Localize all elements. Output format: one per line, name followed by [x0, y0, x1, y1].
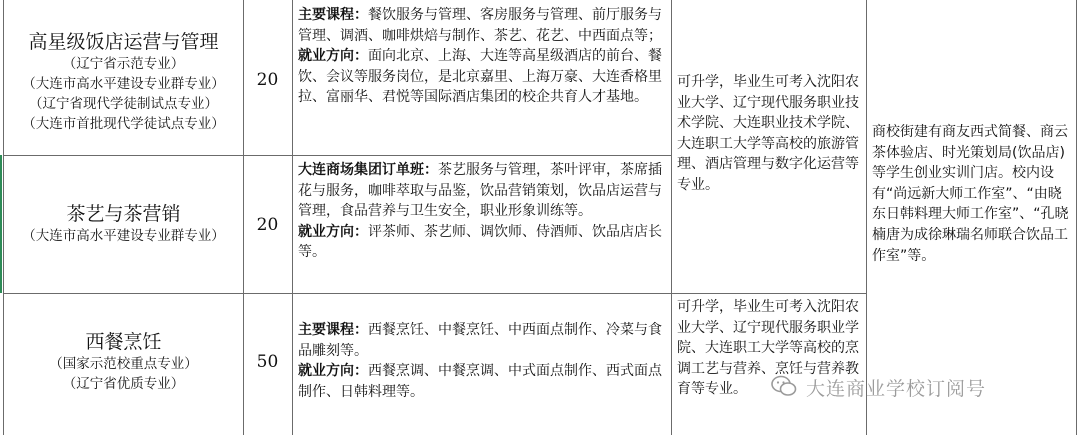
- enrollment-count: 50: [256, 352, 279, 372]
- major-note: （大连市高水平建设专业群专业）: [22, 228, 225, 244]
- major-note: （大连市首批现代学徒试点专业）: [22, 116, 225, 132]
- major-cell-western: [4, 330, 243, 394]
- desc-label: 大连商场集团订单班：: [298, 162, 438, 178]
- major-cell-tea: [4, 202, 243, 246]
- wechat-icon: [770, 374, 798, 398]
- major-note: （辽宁省现代学徒制试点专业）: [29, 96, 218, 112]
- desc-text: 西餐烹饪、中餐烹饪、中西面点制作、冷菜与食品雕刻等。: [298, 322, 662, 359]
- further-study-top: 可升学，毕业生可考入沈阳农业大学、辽宁现代服务职业技术学院、大连职业技术学院、大连职工大学等高校的旅游管理、酒店管理与数字化运营等专业。: [677, 74, 859, 193]
- major-name: 高星级饭店运营与管理: [28, 31, 219, 53]
- watermark-text: 大连商业学校订阅号: [806, 378, 987, 400]
- major-note: （辽宁省优质专业）: [62, 376, 185, 392]
- desc-label: 就业方向：: [298, 363, 368, 380]
- major-name: 茶艺与茶营销: [66, 203, 181, 225]
- desc-label: 就业方向：: [298, 48, 368, 65]
- row-highlight-bar: [0, 155, 2, 293]
- desc-text: 餐饮服务与管理、客房服务与管理、前厅服务与管理、调酒、咖啡烘焙与制作、茶艺、花艺、中西面点等；: [298, 7, 662, 44]
- major-note: （国家示范校重点专业）: [49, 356, 198, 372]
- major-note: （辽宁省示范专业）: [62, 56, 185, 72]
- desc-label: 就业方向：: [298, 223, 368, 240]
- desc-text: 面向北京、上海、大连等高星级酒店的前台、餐饮、会议等服务岗位，是北京嘉里、上海万豪、大连香格里拉、富丽华、君悦等国际酒店集团的校企共育人才基地。: [298, 48, 662, 106]
- watermark: [770, 372, 1070, 402]
- major-cell-hotel: [4, 30, 243, 134]
- desc-text: 评茶师、茶艺师、调饮师、侍酒师、饮品店店长等。: [298, 223, 662, 261]
- desc-text: 茶艺服务与管理，茶叶评审，茶席插花与服务，咖啡萃取与品鉴，饮品营销策划，饮品店运营与管理，食品营养与卫生安全，职业形象训练等。: [298, 162, 662, 220]
- major-note: （大连市高水平建设专业群专业）: [22, 76, 225, 92]
- enrollment-count: 20: [256, 215, 279, 235]
- desc-text: 西餐烹调、中餐烹调、中式面点制作、西式面点制作、日韩料理等。: [298, 363, 662, 400]
- training-base-text: 商校街建有商友西式简餐、商云茶体验店、时光策划局(饮品店)等学生创业实训门店。校内设有“尚远新大师工作室”、“由晓东日韩料理大师工作室”、“孔晓楠唐为成徐琳瑞名师联合饮品工作室”等。: [872, 124, 1069, 264]
- enrollment-count: 20: [256, 70, 279, 90]
- course-description: [292, 320, 671, 402]
- course-description: [292, 160, 671, 263]
- desc-label: 主要课程：: [298, 322, 368, 338]
- major-name: 西餐烹饪: [85, 331, 162, 353]
- course-description: [292, 5, 671, 108]
- further-study-bottom: 可升学，毕业生可考入沈阳农业大学、辽宁现代服务职业学院、大连职工大学等高校的烹调工艺与营养、烹饪与营养教育等专业。: [677, 299, 859, 398]
- desc-label: 主要课程：: [298, 7, 368, 23]
